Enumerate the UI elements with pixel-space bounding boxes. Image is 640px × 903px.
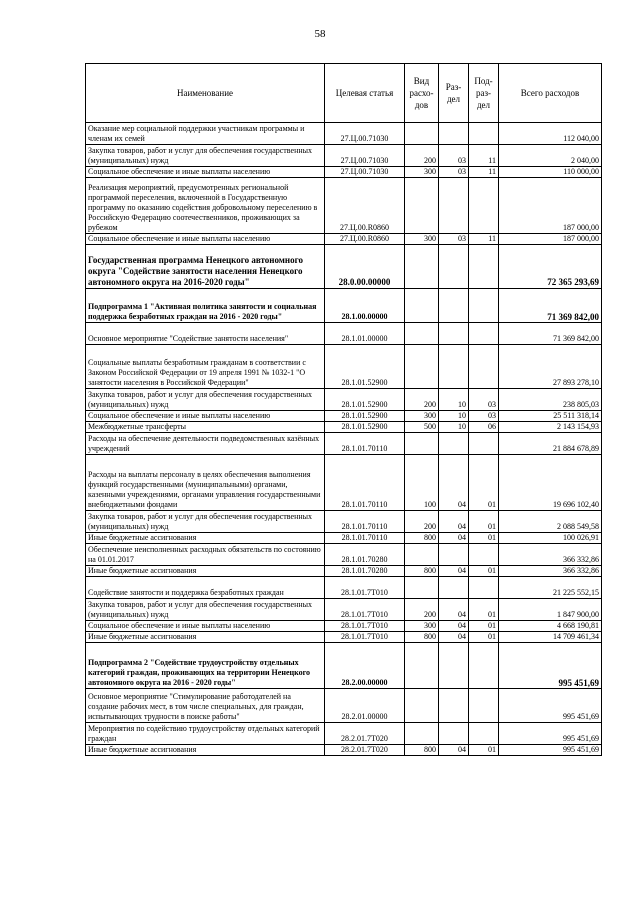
table-row: [86, 599, 602, 621]
row-code-cell: 28.2.01.7Т020: [325, 745, 405, 756]
row-podrazdel-cell: 01: [469, 566, 499, 577]
row-podrazdel-cell: [469, 123, 499, 145]
row-razdel-cell: [439, 178, 469, 234]
row-code-cell: 28.1.01.7Т010: [325, 632, 405, 643]
row-podrazdel-cell: 11: [469, 167, 499, 178]
row-vid-cell: [405, 289, 439, 323]
row-total-cell: 2 088 549,58: [499, 511, 602, 533]
row-vid-cell: [405, 544, 439, 566]
row-code-cell: 27.Ц.00.71030: [325, 145, 405, 167]
row-vid-cell: 300: [405, 167, 439, 178]
row-razdel-cell: 04: [439, 745, 469, 756]
row-vid-cell: 300: [405, 621, 439, 632]
row-total-cell: 112 040,00: [499, 123, 602, 145]
table-row: [86, 323, 602, 345]
row-total-cell: 238 805,03: [499, 389, 602, 411]
row-total-cell: 366 332,86: [499, 566, 602, 577]
row-podrazdel-cell: 03: [469, 411, 499, 422]
row-name-cell: Основное мероприятие "Стимулирование работодателей на создание рабочих мест, в том числе специальных, для граждан, испытывающих трудности в поиске работы": [86, 689, 325, 723]
table-row: [86, 632, 602, 643]
row-razdel-cell: [439, 123, 469, 145]
row-vid-cell: [405, 123, 439, 145]
row-vid-cell: 200: [405, 599, 439, 621]
table-row: [86, 245, 602, 289]
row-vid-cell: [405, 689, 439, 723]
row-code-cell: 28.0.00.00000: [325, 245, 405, 289]
row-total-cell: 100 026,91: [499, 533, 602, 544]
table-header-row: [86, 64, 602, 123]
row-razdel-cell: [439, 433, 469, 455]
row-razdel-cell: [439, 689, 469, 723]
row-total-cell: 2 040,00: [499, 145, 602, 167]
row-razdel-cell: 10: [439, 411, 469, 422]
table-row: [86, 621, 602, 632]
row-vid-cell: 800: [405, 533, 439, 544]
header-total: Всего расходов: [499, 64, 602, 123]
row-podrazdel-cell: [469, 345, 499, 389]
row-podrazdel-cell: [469, 689, 499, 723]
row-podrazdel-cell: 06: [469, 422, 499, 433]
row-razdel-cell: [439, 544, 469, 566]
table-row: [86, 723, 602, 745]
row-total-cell: 14 709 461,34: [499, 632, 602, 643]
row-total-cell: 1 847 900,00: [499, 599, 602, 621]
row-razdel-cell: 04: [439, 599, 469, 621]
row-vid-cell: 100: [405, 455, 439, 511]
row-total-cell: 995 451,69: [499, 723, 602, 745]
budget-table: [85, 63, 602, 756]
row-name-cell: Социальное обеспечение и иные выплаты населению: [86, 234, 325, 245]
row-podrazdel-cell: 11: [469, 234, 499, 245]
header-razdel: Раз-дел: [439, 64, 469, 123]
row-razdel-cell: [439, 345, 469, 389]
row-code-cell: 28.1.01.70110: [325, 433, 405, 455]
row-total-cell: 187 000,00: [499, 234, 602, 245]
row-total-cell: 71 369 842,00: [499, 289, 602, 323]
row-vid-cell: [405, 178, 439, 234]
table-row: [86, 178, 602, 234]
table-row: [86, 289, 602, 323]
row-razdel-cell: 04: [439, 632, 469, 643]
row-code-cell: 28.2.00.00000: [325, 643, 405, 689]
row-vid-cell: [405, 323, 439, 345]
row-code-cell: 27.Ц.00.R0860: [325, 234, 405, 245]
row-code-cell: 28.1.00.00000: [325, 289, 405, 323]
row-razdel-cell: [439, 577, 469, 599]
row-podrazdel-cell: [469, 544, 499, 566]
row-podrazdel-cell: [469, 723, 499, 745]
row-podrazdel-cell: 01: [469, 632, 499, 643]
row-name-cell: Закупка товаров, работ и услуг для обеспечения государственных (муниципальных) нужд: [86, 145, 325, 167]
row-vid-cell: 200: [405, 145, 439, 167]
row-vid-cell: [405, 723, 439, 745]
table-row: [86, 455, 602, 511]
row-vid-cell: 800: [405, 632, 439, 643]
row-podrazdel-cell: 01: [469, 455, 499, 511]
row-total-cell: 995 451,69: [499, 643, 602, 689]
row-vid-cell: [405, 643, 439, 689]
row-razdel-cell: 04: [439, 533, 469, 544]
row-razdel-cell: 03: [439, 167, 469, 178]
row-podrazdel-cell: [469, 178, 499, 234]
row-podrazdel-cell: [469, 289, 499, 323]
row-name-cell: Иные бюджетные ассигнования: [86, 745, 325, 756]
row-podrazdel-cell: [469, 643, 499, 689]
row-total-cell: 72 365 293,69: [499, 245, 602, 289]
table-row: [86, 577, 602, 599]
row-razdel-cell: 04: [439, 566, 469, 577]
table-row: [86, 145, 602, 167]
row-podrazdel-cell: 11: [469, 145, 499, 167]
table-row: [86, 643, 602, 689]
row-podrazdel-cell: 01: [469, 511, 499, 533]
row-vid-cell: [405, 433, 439, 455]
row-vid-cell: [405, 345, 439, 389]
row-vid-cell: 200: [405, 389, 439, 411]
table-row: [86, 411, 602, 422]
table-row: [86, 745, 602, 756]
table-row: [86, 345, 602, 389]
page-number: 58: [314, 28, 326, 40]
table-row: [86, 689, 602, 723]
row-vid-cell: [405, 245, 439, 289]
row-razdel-cell: 04: [439, 511, 469, 533]
row-razdel-cell: 10: [439, 422, 469, 433]
row-razdel-cell: 10: [439, 389, 469, 411]
row-name-cell: Мероприятия по содействию трудоустройству отдельных категорий граждан: [86, 723, 325, 745]
row-total-cell: 4 668 190,81: [499, 621, 602, 632]
row-name-cell: Расходы на выплаты персоналу в целях обеспечения выполнения функций государственными (муниципальными) органами, казенными учреждениями, органами управления государственными внебюджетными фондами: [86, 455, 325, 511]
row-razdel-cell: 04: [439, 621, 469, 632]
table-row: [86, 234, 602, 245]
row-total-cell: 27 893 278,10: [499, 345, 602, 389]
row-name-cell: Подпрограмма 1 "Активная политика занятости и социальная поддержка безработных граждан на 2016 - 2020 годы": [86, 289, 325, 323]
table-row: [86, 511, 602, 533]
row-name-cell: Иные бюджетные ассигнования: [86, 632, 325, 643]
row-podrazdel-cell: [469, 577, 499, 599]
row-code-cell: 28.1.01.00000: [325, 323, 405, 345]
row-name-cell: Социальное обеспечение и иные выплаты населению: [86, 621, 325, 632]
row-name-cell: Закупка товаров, работ и услуг для обеспечения государственных (муниципальных) нужд: [86, 389, 325, 411]
row-total-cell: 110 000,00: [499, 167, 602, 178]
row-razdel-cell: 04: [439, 455, 469, 511]
row-name-cell: Социальное обеспечение и иные выплаты населению: [86, 167, 325, 178]
row-podrazdel-cell: [469, 245, 499, 289]
table-row: [86, 544, 602, 566]
row-total-cell: 25 511 318,14: [499, 411, 602, 422]
row-code-cell: 27.Ц.00.R0860: [325, 178, 405, 234]
row-name-cell: Иные бюджетные ассигнования: [86, 533, 325, 544]
row-name-cell: Закупка товаров, работ и услуг для обеспечения государственных (муниципальных) нужд: [86, 599, 325, 621]
row-razdel-cell: [439, 289, 469, 323]
row-code-cell: 28.1.01.70280: [325, 544, 405, 566]
row-podrazdel-cell: 03: [469, 389, 499, 411]
header-name: Наименование: [86, 64, 325, 123]
row-name-cell: Содействие занятости и поддержка безработных граждан: [86, 577, 325, 599]
row-name-cell: Подпрограмма 2 "Содействие трудоустройству отдельных категорий граждан, проживающих на территории Ненецкого автономного округа на 2016 - 2020 годы": [86, 643, 325, 689]
row-total-cell: 187 000,00: [499, 178, 602, 234]
row-total-cell: 995 451,69: [499, 689, 602, 723]
row-total-cell: 21 884 678,89: [499, 433, 602, 455]
row-name-cell: Иные бюджетные ассигнования: [86, 566, 325, 577]
row-podrazdel-cell: 01: [469, 533, 499, 544]
row-razdel-cell: 03: [439, 145, 469, 167]
row-vid-cell: 800: [405, 566, 439, 577]
row-razdel-cell: [439, 245, 469, 289]
row-name-cell: Основное мероприятие "Содействие занятости населения": [86, 323, 325, 345]
row-code-cell: 28.1.01.70280: [325, 566, 405, 577]
row-code-cell: 28.1.01.7Т010: [325, 599, 405, 621]
row-total-cell: 366 332,86: [499, 544, 602, 566]
table-row: [86, 433, 602, 455]
row-code-cell: 28.1.01.70110: [325, 533, 405, 544]
row-code-cell: 27.Ц.00.71030: [325, 167, 405, 178]
row-razdel-cell: 03: [439, 234, 469, 245]
row-name-cell: Оказание мер социальной поддержки участникам программы и членам их семей: [86, 123, 325, 145]
row-name-cell: Закупка товаров, работ и услуг для обеспечения государственных (муниципальных) нужд: [86, 511, 325, 533]
row-vid-cell: 200: [405, 511, 439, 533]
row-total-cell: 19 696 102,40: [499, 455, 602, 511]
row-podrazdel-cell: 01: [469, 599, 499, 621]
row-name-cell: Межбюджетные трансферты: [86, 422, 325, 433]
row-code-cell: 28.1.01.52900: [325, 411, 405, 422]
row-vid-cell: 800: [405, 745, 439, 756]
table-row: [86, 389, 602, 411]
row-code-cell: 28.2.01.00000: [325, 689, 405, 723]
row-razdel-cell: [439, 723, 469, 745]
row-code-cell: 28.1.01.70110: [325, 455, 405, 511]
row-vid-cell: 300: [405, 411, 439, 422]
row-total-cell: 21 225 552,15: [499, 577, 602, 599]
row-total-cell: 2 143 154,93: [499, 422, 602, 433]
table-row: [86, 566, 602, 577]
table-row: [86, 533, 602, 544]
row-podrazdel-cell: [469, 323, 499, 345]
row-code-cell: 27.Ц.00.71030: [325, 123, 405, 145]
row-razdel-cell: [439, 643, 469, 689]
row-name-cell: Расходы на обеспечение деятельности подведомственных казённых учреждений: [86, 433, 325, 455]
row-code-cell: 28.1.01.52900: [325, 389, 405, 411]
row-total-cell: 71 369 842,00: [499, 323, 602, 345]
row-podrazdel-cell: 01: [469, 745, 499, 756]
table-row: [86, 123, 602, 145]
header-vid: Вид расхо-дов: [405, 64, 439, 123]
row-code-cell: 28.2.01.7Т020: [325, 723, 405, 745]
table-row: [86, 167, 602, 178]
row-code-cell: 28.1.01.52900: [325, 345, 405, 389]
row-code-cell: 28.1.01.7Т010: [325, 577, 405, 599]
row-name-cell: Обеспечение неисполненных расходных обязательств по состоянию на 01.01.2017: [86, 544, 325, 566]
row-code-cell: 28.1.01.7Т010: [325, 621, 405, 632]
row-vid-cell: 300: [405, 234, 439, 245]
row-podrazdel-cell: 01: [469, 621, 499, 632]
header-code: Целевая статья: [325, 64, 405, 123]
row-code-cell: 28.1.01.52900: [325, 422, 405, 433]
row-total-cell: 995 451,69: [499, 745, 602, 756]
row-vid-cell: [405, 577, 439, 599]
row-vid-cell: 500: [405, 422, 439, 433]
row-podrazdel-cell: [469, 433, 499, 455]
row-code-cell: 28.1.01.70110: [325, 511, 405, 533]
row-name-cell: Реализация мероприятий, предусмотренных региональной программой переселения, включенной в Государственную программу по оказанию содействия добровольному переселению в Российскую Федерацию соотечественников, проживающих за рубежом: [86, 178, 325, 234]
table-body: [86, 123, 602, 756]
row-name-cell: Социальные выплаты безработным гражданам в соответствии с Законом Российской Федерации от 19 апреля 1991 № 1032-1 "О занятости населения в Российской Федерации": [86, 345, 325, 389]
row-razdel-cell: [439, 323, 469, 345]
row-name-cell: Социальное обеспечение и иные выплаты населению: [86, 411, 325, 422]
row-name-cell: Государственная программа Ненецкого автономного округа "Содействие занятости населения Ненецкого автономного округа на 2016-2020 годы": [86, 245, 325, 289]
table-row: [86, 422, 602, 433]
header-podrazdel: Под-раз-дел: [469, 64, 499, 123]
